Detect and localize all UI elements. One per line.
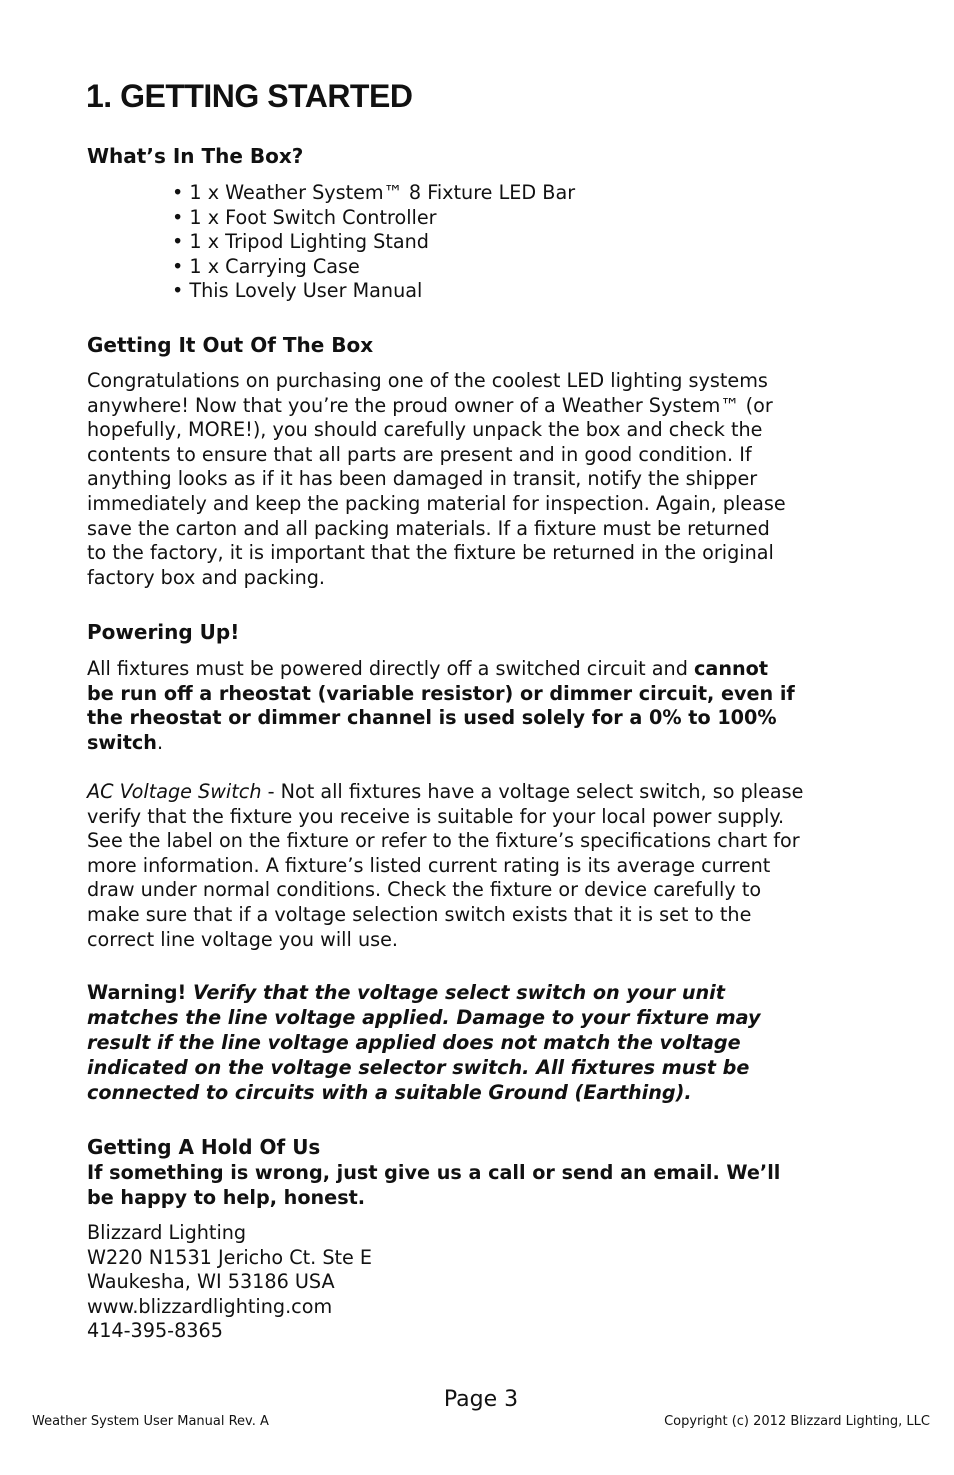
- paragraph-line: hopefully, MORE!), you should carefully unpack the box and check the: [87, 418, 763, 442]
- list-item: • 1 x Carrying Case: [172, 254, 360, 278]
- page-number: [0, 1387, 954, 1412]
- warning-label: Warning!: [87, 981, 193, 1004]
- phone-number: 414-395-8365: [87, 1319, 223, 1343]
- warning-paragraph: [87, 980, 877, 1105]
- footer-manual-title: Weather System User Manual Rev. A: [32, 1414, 269, 1429]
- paragraph-line: factory box and packing.: [87, 565, 326, 589]
- power-text: All fixtures must be powered directly off a switched circuit and: [87, 657, 695, 680]
- box-contents-list: [172, 181, 575, 304]
- power-heading: Powering Up!: [87, 620, 240, 644]
- paragraph-line: [87, 980, 877, 1005]
- page-title: 1. GETTING STARTED: [86, 78, 413, 114]
- paragraph-line: save the carton and all packing materials. If a fixture must be returned: [87, 516, 770, 540]
- list-item: • This Lovely User Manual: [172, 279, 423, 303]
- power-text: .: [156, 730, 164, 754]
- paragraph-line: [87, 657, 877, 682]
- paragraph-line: anything looks as if it has been damaged in transit, notify the shipper: [87, 467, 758, 491]
- contact-subheading: [87, 1161, 877, 1210]
- contact-heading: Getting A Hold Of Us: [87, 1135, 321, 1159]
- power-emphasis: cannot: [694, 657, 769, 680]
- unbox-paragraph: [87, 369, 877, 590]
- paragraph-line: indicated on the voltage selector switch. All fixtures must be: [87, 1056, 750, 1079]
- paragraph-line: See the label on the fixture or refer to the fixture’s specifications chart for: [87, 829, 800, 853]
- power-paragraph: [87, 657, 877, 755]
- paragraph-line: the rheostat or dimmer channel is used solely for a 0% to 100%: [87, 706, 777, 730]
- paragraph-line: draw under normal conditions. Check the fixture or device carefully to: [87, 878, 762, 902]
- paragraph-line: immediately and keep the packing material for inspection. Again, please: [87, 491, 786, 515]
- contact-address: [87, 1221, 877, 1344]
- paragraph-line: contents to ensure that all parts are present and in good condition. If: [87, 442, 752, 466]
- paragraph-line: anywhere! Now that you’re the proud owner of a Weather System™ (or: [87, 393, 773, 417]
- city-address: Waukesha, WI 53186 USA: [87, 1270, 335, 1294]
- list-item: • 1 x Weather System™ 8 Fixture LED Bar: [172, 181, 576, 204]
- ac-voltage-label: AC Voltage Switch: [87, 780, 262, 803]
- page-number-text: Page 3: [443, 1387, 519, 1412]
- list-item: • 1 x Tripod Lighting Stand: [172, 230, 429, 254]
- list-item: • 1 x Foot Switch Controller: [172, 205, 437, 229]
- paragraph-line: result if the line voltage applied does not match the voltage: [87, 1031, 741, 1054]
- company-name: Blizzard Lighting: [87, 1221, 247, 1244]
- paragraph-line: correct line voltage you will use.: [87, 927, 399, 951]
- paragraph-line: be happy to help, honest.: [87, 1185, 366, 1209]
- paragraph-line: [87, 780, 877, 805]
- footer-copyright: Copyright (c) 2012 Blizzard Lighting, LLC: [664, 1414, 930, 1429]
- paragraph-line: matches the line voltage applied. Damage to your fixture may: [87, 1006, 761, 1029]
- paragraph-line: make sure that if a voltage selection switch exists that it is set to the: [87, 902, 752, 926]
- ac-voltage-text: - Not all fixtures have a voltage select switch, so please: [261, 780, 804, 803]
- ac-voltage-paragraph: [87, 780, 877, 952]
- paragraph-line: If something is wrong, just give us a call or send an email. We’ll: [87, 1161, 781, 1184]
- unbox-heading: Getting It Out Of The Box: [87, 333, 374, 357]
- paragraph-line: connected to circuits with a suitable Ground (Earthing).: [87, 1081, 692, 1104]
- street-address: W220 N1531 Jericho Ct. Ste E: [87, 1245, 373, 1269]
- paragraph-line: to the factory, it is important that the fixture be returned in the original: [87, 541, 774, 565]
- paragraph-line: be run off a rheostat (variable resistor) or dimmer circuit, even if: [87, 681, 795, 705]
- power-emphasis: switch: [87, 730, 157, 754]
- paragraph-line: [87, 731, 877, 756]
- paragraph-line: Congratulations on purchasing one of the coolest LED lighting systems: [87, 369, 768, 392]
- paragraph-line: more information. A fixture’s listed current rating is its average current: [87, 853, 771, 877]
- paragraph-line: verify that the fixture you receive is suitable for your local power supply.: [87, 804, 785, 828]
- website-link[interactable]: www.blizzardlighting.com: [87, 1294, 333, 1318]
- warning-text: Verify that the voltage select switch on your unit: [192, 981, 725, 1004]
- box-heading: What’s In The Box?: [87, 144, 304, 168]
